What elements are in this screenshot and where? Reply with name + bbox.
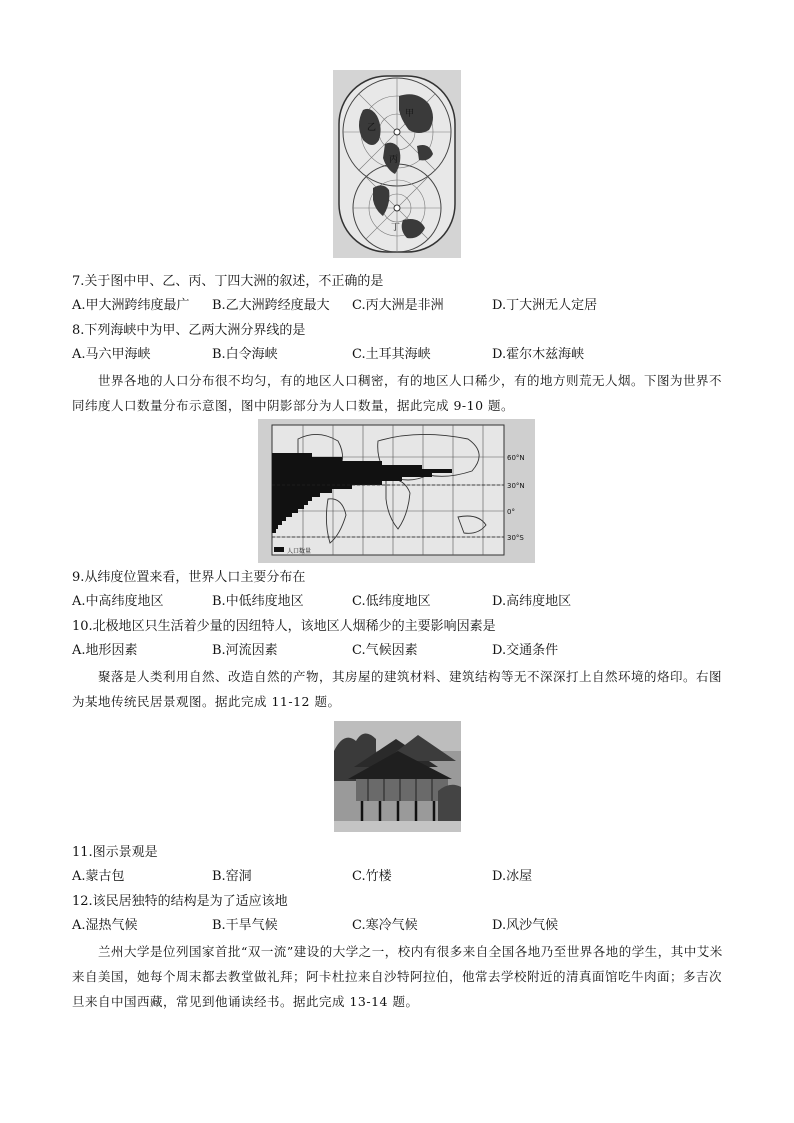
q10-option-c[interactable]: C.气候因素 [352,643,418,658]
q9-stem: 9.从纬度位置来看，世界人口主要分布在 [72,570,306,585]
q9-option-b[interactable]: B.中低纬度地区 [212,594,304,609]
lat-label-60n: 60°N [507,454,525,462]
q8-option-b[interactable]: B.白令海峡 [212,347,278,362]
q12-stem: 12.该民居独特的结构是为了适应该地 [72,894,288,909]
q11-option-d[interactable]: D.冰屋 [492,869,533,884]
q9-option-d[interactable]: D.高纬度地区 [492,594,572,609]
q11-option-b[interactable]: B.窑洞 [212,869,252,884]
intro-11-12: 聚落是人类利用自然、改造自然的产物，其房屋的建筑材料、建筑结构等无不深深打上自然环境的烙印。右图为某地传统民居景观图。据此完成 11-12 题。 [72,669,723,709]
q8-stem: 8.下列海峡中为甲、乙两大洲分界线的是 [72,323,306,338]
dwelling-photo [334,721,461,832]
q7-option-a[interactable]: A.甲大洲跨纬度最广 [72,298,190,313]
lat-label-0: 0° [507,508,515,516]
polar-world-map [333,70,461,258]
q12-option-c[interactable]: C.寒冷气候 [352,918,418,933]
polar-world-map-drawing [333,70,461,258]
q9-option-c[interactable]: C.低纬度地区 [352,594,431,609]
q12-option-d[interactable]: D.风沙气候 [492,918,559,933]
population-latitude-map-drawing [258,419,535,563]
q12-option-a[interactable]: A.湿热气候 [72,918,138,933]
q12-option-b[interactable]: B.干旱气候 [212,918,278,933]
q7-option-c[interactable]: C.丙大洲是非洲 [352,298,444,313]
q7-stem: 7.关于图中甲、乙、丙、丁四大洲的叙述，不正确的是 [72,274,384,289]
q8-option-a[interactable]: A.马六甲海峡 [72,347,151,362]
q7-option-d[interactable]: D.丁大洲无人定居 [492,298,598,313]
q9-option-a[interactable]: A.中高纬度地区 [72,594,164,609]
pop-legend-label: 人口数量 [287,548,312,555]
q10-option-a[interactable]: A.地形因素 [72,643,138,658]
q10-option-d[interactable]: D.交通条件 [492,643,559,658]
dwelling-photo-drawing [334,721,461,832]
q7-option-b[interactable]: B.乙大洲跨经度最大 [212,298,330,313]
q8-option-c[interactable]: C.土耳其海峡 [352,347,431,362]
map-label-yi: 乙 [367,123,377,133]
intro-9-10: 世界各地的人口分布很不均匀，有的地区人口稠密，有的地区人口稀少，有的地方则荒无人烟。下图为世界不同纬度人口数量分布示意图，图中阴影部分为人口数量，据此完成 9-10 题。 [72,373,723,413]
q8-option-d[interactable]: D.霍尔木兹海峡 [492,347,585,362]
intro-13-14: 兰州大学是位列国家首批“双一流”建设的大学之一，校内有很多来自全国各地乃至世界各地的学生，其中艾米来自美国，她每个周末都去教堂做礼拜；阿卡杜拉来自沙特阿拉伯，他常去学校附近的清真面馆吃牛肉面；多吉次旦来自中国西藏，常见到他诵读经书。据此完成 13-14 题。 [72,944,723,1009]
q11-stem: 11.图示景观是 [72,845,158,860]
q10-option-b[interactable]: B.河流因素 [212,643,278,658]
lat-label-30s: 30°S [507,534,524,542]
lat-label-30n: 30°N [507,482,525,490]
map-label-jia: 甲 [405,109,415,119]
q10-stem: 10.北极地区只生活着少量的因纽特人，该地区人烟稀少的主要影响因素是 [72,619,496,634]
map-label-ding: 丁 [391,223,401,233]
map-label-bing: 丙 [389,155,399,165]
q11-option-a[interactable]: A.蒙古包 [72,869,125,884]
population-latitude-map [258,419,535,563]
q11-option-c[interactable]: C.竹楼 [352,869,392,884]
